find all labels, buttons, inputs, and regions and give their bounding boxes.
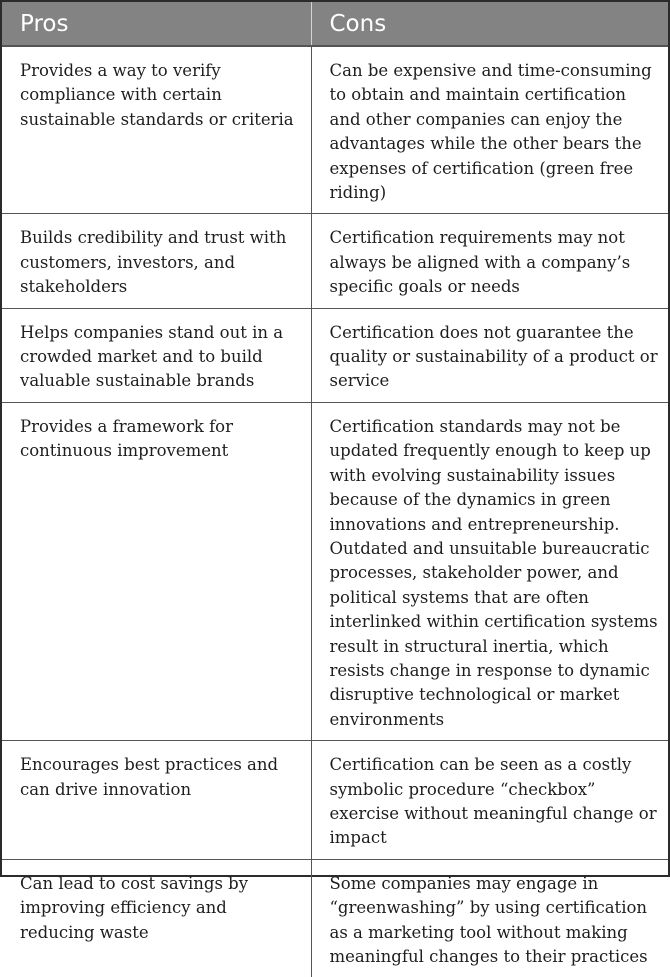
table-row xyxy=(2,46,668,214)
table-row xyxy=(2,741,668,860)
pros-cons-table xyxy=(2,2,668,977)
header-row xyxy=(2,2,668,46)
pro-cell: Can lead to cost savings by improving efficiency and reducing waste xyxy=(2,859,311,977)
pro-cell: Provides a way to verify compliance with certain sustainable standards or criteria xyxy=(2,46,311,214)
con-cell: Certification does not guarantee the quality or sustainability of a product or service xyxy=(311,308,668,402)
con-cell: Can be expensive and time-consuming to obtain and maintain certification and other companies can enjoy the advantages while the other bears the expenses of certification (green free riding) xyxy=(311,46,668,214)
con-cell: Certification requirements may not always be aligned with a company’s specific goals or needs xyxy=(311,214,668,308)
pro-cell: Provides a framework for continuous improvement xyxy=(2,402,311,740)
con-cell: Certification can be seen as a costly symbolic procedure “checkbox” exercise without meaningful change or impact xyxy=(311,741,668,860)
pro-cell: Builds credibility and trust with customers, investors, and stakeholders xyxy=(2,214,311,308)
table-row xyxy=(2,402,668,740)
pros-column-header: Pros xyxy=(2,2,311,46)
con-cell: Certification standards may not be updated frequently enough to keep up with evolving sustainability issues because of the dynamics in green innovations and entrepreneurship. Outdated and unsuitable bureaucratic processes, stakeholder power, and political systems that are often interlinked within certification systems result in structural inertia, which resists change in response to dynamic disruptive technological or market environments xyxy=(311,402,668,740)
pro-cell: Helps companies stand out in a crowded market and to build valuable sustainable brands xyxy=(2,308,311,402)
table-row xyxy=(2,214,668,308)
con-cell: Some companies may engage in “greenwashing” by using certification as a marketing tool without making meaningful changes to their practices xyxy=(329,873,648,966)
table-row xyxy=(2,308,668,402)
pro-cell: Encourages best practices and can drive innovation xyxy=(2,741,311,860)
cons-column-header: Cons xyxy=(311,2,668,46)
